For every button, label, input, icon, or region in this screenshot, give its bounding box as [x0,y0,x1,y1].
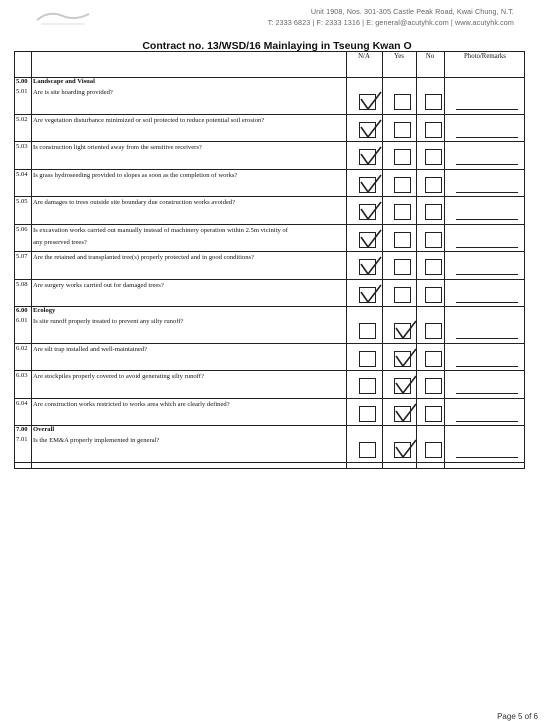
checkbox-yes[interactable] [394,287,411,303]
item-number: 6.04 [16,399,28,407]
section-number: 7.00 [16,426,28,433]
check-mark-icon [394,347,418,369]
item-question: Are surgery works carried out for damaged trees? [33,281,164,289]
checkbox-no[interactable] [425,287,442,303]
item-number: 5.06 [16,225,28,233]
item-question: Is the EM&A properly implemented in general? [33,437,160,444]
checklist-table [14,51,525,469]
checkbox-yes[interactable] [394,259,411,275]
item-number: 6.02 [16,344,28,352]
section-number: 6.00 [16,307,28,314]
page-number: Page 5 of 6 [497,712,538,721]
company-address [184,6,514,28]
item-question: Are construction works restricted to works area which are clearly defined? [33,400,230,408]
checkbox-yes[interactable] [394,323,411,339]
table-row-divider [15,425,524,426]
item-question: Are the retained and transplanted tree(s) properly protected and in good conditions? [33,254,254,261]
section-title: Landscape and Visual [33,78,95,85]
checkbox-yes[interactable] [394,406,411,422]
remarks-line[interactable] [456,109,518,110]
item-question: Is excavation works carried out manually instead of machinery operation within 2.5m vicinity of [33,226,288,234]
item-number: 5.03 [16,143,28,150]
remarks-line[interactable] [456,366,518,367]
checkbox-na[interactable] [359,378,376,394]
check-mark-icon [359,90,383,112]
checkbox-na[interactable] [359,287,376,303]
checkbox-yes[interactable] [394,177,411,193]
column-header-no: No [425,53,435,60]
check-mark-icon [359,283,383,305]
table-row-divider [15,306,524,307]
item-number: 5.04 [16,170,28,178]
checkbox-yes[interactable] [394,442,411,458]
check-mark-icon [394,402,418,424]
checkbox-yes[interactable] [394,378,411,394]
item-question: any preserved trees? [33,238,87,246]
column-header-remarks: Photo/Remarks [464,53,506,60]
checkbox-na[interactable] [359,406,376,422]
check-mark-icon [394,374,418,396]
item-number: 7.01 [16,436,28,443]
item-question: Are damages to trees outside site boundary due construction works avoided? [33,199,236,206]
checkbox-yes[interactable] [394,204,411,220]
remarks-line[interactable] [456,137,518,138]
remarks-line[interactable] [456,338,518,339]
page-title: Contract no. 13/WSD/16 Mainlaying in Tseung Kwan O [142,40,412,52]
check-mark-icon [359,118,383,140]
item-number: 5.02 [16,115,28,123]
remarks-line[interactable] [456,192,518,193]
remarks-line[interactable] [456,421,518,422]
checkbox-no[interactable] [425,259,442,275]
check-mark-icon [359,228,383,250]
checkbox-no[interactable] [425,94,442,110]
remarks-line[interactable] [456,274,518,275]
item-number: 5.08 [16,280,28,288]
checkbox-na[interactable] [359,177,376,193]
section-title: Ecology [33,307,56,314]
checkbox-no[interactable] [425,149,442,165]
company-logo [33,6,93,30]
column-header-yes: Yes [394,53,404,60]
remarks-line[interactable] [456,457,518,458]
item-question: Is construction light oriented away from the sensitive receivers? [33,144,202,151]
item-question: Are is site hoarding provided? [33,89,113,96]
checkbox-na[interactable] [359,122,376,138]
remarks-line[interactable] [456,393,518,394]
checkbox-no[interactable] [425,177,442,193]
checkbox-no[interactable] [425,378,442,394]
item-number: 5.07 [16,253,28,260]
address-line-1: Unit 1908, Nos. 301-305 Castle Peak Road, Kwai Chung, N.T. [310,7,514,16]
check-mark-icon [394,319,418,341]
column-header-na: N/A [358,53,370,60]
item-number: 5.05 [16,198,28,205]
checkbox-yes[interactable] [394,232,411,248]
item-question: Are stockpiles properly covered to avoid generating silty runoff? [33,373,204,380]
checkbox-yes[interactable] [394,94,411,110]
checkbox-na[interactable] [359,323,376,339]
check-mark-icon [394,438,418,460]
checkbox-na[interactable] [359,259,376,275]
checkbox-na[interactable] [359,204,376,220]
checkbox-yes[interactable] [394,122,411,138]
item-number: 5.01 [16,88,28,95]
item-question: Is site runoff properly treated to prevent any silty runoff? [33,318,184,325]
remarks-line[interactable] [456,247,518,248]
checkbox-no[interactable] [425,406,442,422]
remarks-line[interactable] [456,164,518,165]
item-question: Is grass hydroseeding provided to slopes as soon as the completion of works? [33,171,238,179]
checkbox-no[interactable] [425,122,442,138]
check-mark-icon [359,145,383,167]
check-mark-icon [359,173,383,195]
checkbox-na[interactable] [359,149,376,165]
checkbox-na[interactable] [359,232,376,248]
table-row-divider [15,462,524,463]
checkbox-no[interactable] [425,442,442,458]
checkbox-no[interactable] [425,323,442,339]
check-mark-icon [359,255,383,277]
check-mark-icon [359,200,383,222]
section-title: Overall [33,426,55,433]
checkbox-na[interactable] [359,94,376,110]
remarks-line[interactable] [456,302,518,303]
item-question: Are silt trap installed and well-maintained? [33,345,148,353]
checkbox-na[interactable] [359,442,376,458]
checkbox-no[interactable] [425,351,442,367]
item-question: Are vegetation disturbance minimized or soil protected to reduce potential soil erosion? [33,116,265,124]
checkbox-yes[interactable] [394,351,411,367]
checkbox-no[interactable] [425,204,442,220]
checkbox-na[interactable] [359,351,376,367]
address-line-2: T: 2333 6823 | F: 2333 1316 | E: general@acutyhk.com | www.acutyhk.com [267,18,514,27]
item-number: 6.01 [16,317,28,324]
checkbox-yes[interactable] [394,149,411,165]
item-number: 6.03 [16,372,28,379]
remarks-line[interactable] [456,219,518,220]
checkbox-no[interactable] [425,232,442,248]
section-number: 5.00 [16,78,28,85]
